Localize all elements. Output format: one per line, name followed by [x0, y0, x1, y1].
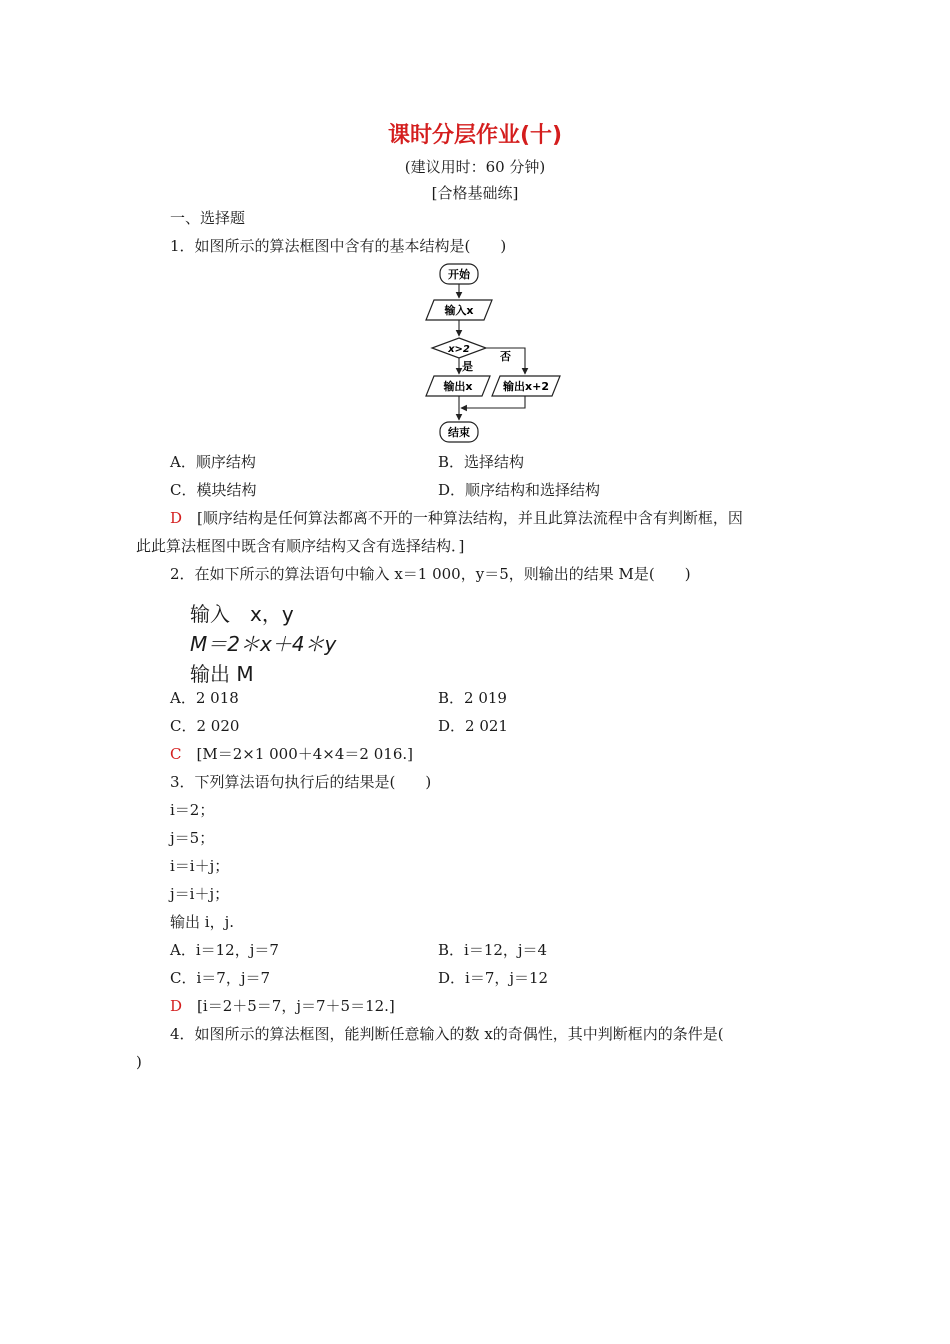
q1-flowchart [420, 262, 580, 447]
q3-answer: D [170, 997, 183, 1015]
section-heading: 一、选择题 [170, 209, 246, 227]
q2-option-d: D．2 021 [438, 717, 508, 735]
flow-output-no-label: 输出x+2 [503, 380, 549, 393]
q2-code-line-1: 输入 x，y [190, 602, 294, 626]
q1-option-a: A．顺序结构 [170, 453, 256, 471]
q3-option-d: D．i＝7，j＝12 [438, 969, 549, 987]
q2-explanation: C [M＝2×1 000＋4×4＝2 016.] [170, 745, 413, 763]
flow-no-label: 否 [500, 350, 511, 363]
q1-option-c: C．模块结构 [170, 481, 257, 499]
q3-code-line-2: j＝5； [170, 829, 215, 847]
page-title: 课时分层作业(十) [387, 123, 563, 148]
q4-stem: 4．如图所示的算法框图，能判断任意输入的数 x的奇偶性，其中判断框内的条件是( [170, 1025, 724, 1043]
q3-option-b: B．i＝12，j＝4 [438, 941, 548, 959]
level-label: [合格基础练] [431, 184, 519, 202]
q1-option-b: B．选择结构 [438, 453, 525, 471]
q2-stem: 2．在如下所示的算法语句中输入 x＝1 000，y＝5，则输出的结果 M是( ) [170, 565, 691, 583]
flow-start-label: 开始 [448, 268, 470, 281]
q2-code-line-2: M＝2＊x＋4＊y [190, 632, 337, 656]
q2-option-a: A．2 018 [170, 689, 239, 707]
q1-stem: 1．如图所示的算法框图中含有的基本结构是( ) [170, 237, 507, 255]
q4-stem-cont: ) [136, 1053, 142, 1071]
q3-option-c: C．i＝7，j＝7 [170, 969, 271, 987]
flow-decision-label: x>2 [448, 344, 470, 355]
q3-code-line-5: 输出 i，j. [170, 913, 234, 931]
q3-option-a: A．i＝12，j＝7 [170, 941, 279, 959]
q1-answer: D [170, 509, 183, 527]
time-hint: (建议用时：60 分钟) [404, 158, 546, 176]
q1-explanation: D [顺序结构是任何算法都离不开的一种算法结构，并且此算法流程中含有判断框，因 [170, 509, 743, 527]
q2-option-b: B．2 019 [438, 689, 507, 707]
flow-input-label: 输入x [444, 304, 474, 317]
q3-stem: 3．下列算法语句执行后的结果是( ) [170, 773, 432, 791]
q2-option-c: C．2 020 [170, 717, 240, 735]
flow-yes-label: 是 [462, 360, 473, 373]
q2-answer: C [170, 745, 182, 763]
flow-output-yes-label: 输出x [443, 380, 473, 393]
q3-code-line-1: i＝2； [170, 801, 215, 819]
q1-option-d: D．顺序结构和选择结构 [438, 481, 601, 499]
q3-code-line-3: i＝i＋j； [170, 857, 230, 875]
q1-explanation-cont: 此此算法框图中既含有顺序结构又含有选择结构．] [136, 537, 465, 555]
q3-explanation: D [i＝2＋5＝7，j＝7＋5＝12.] [170, 997, 395, 1015]
q2-code-line-3: 输出 M [190, 662, 254, 686]
flow-end-label: 结束 [448, 426, 470, 439]
q3-code-line-4: j＝i＋j； [170, 885, 230, 903]
